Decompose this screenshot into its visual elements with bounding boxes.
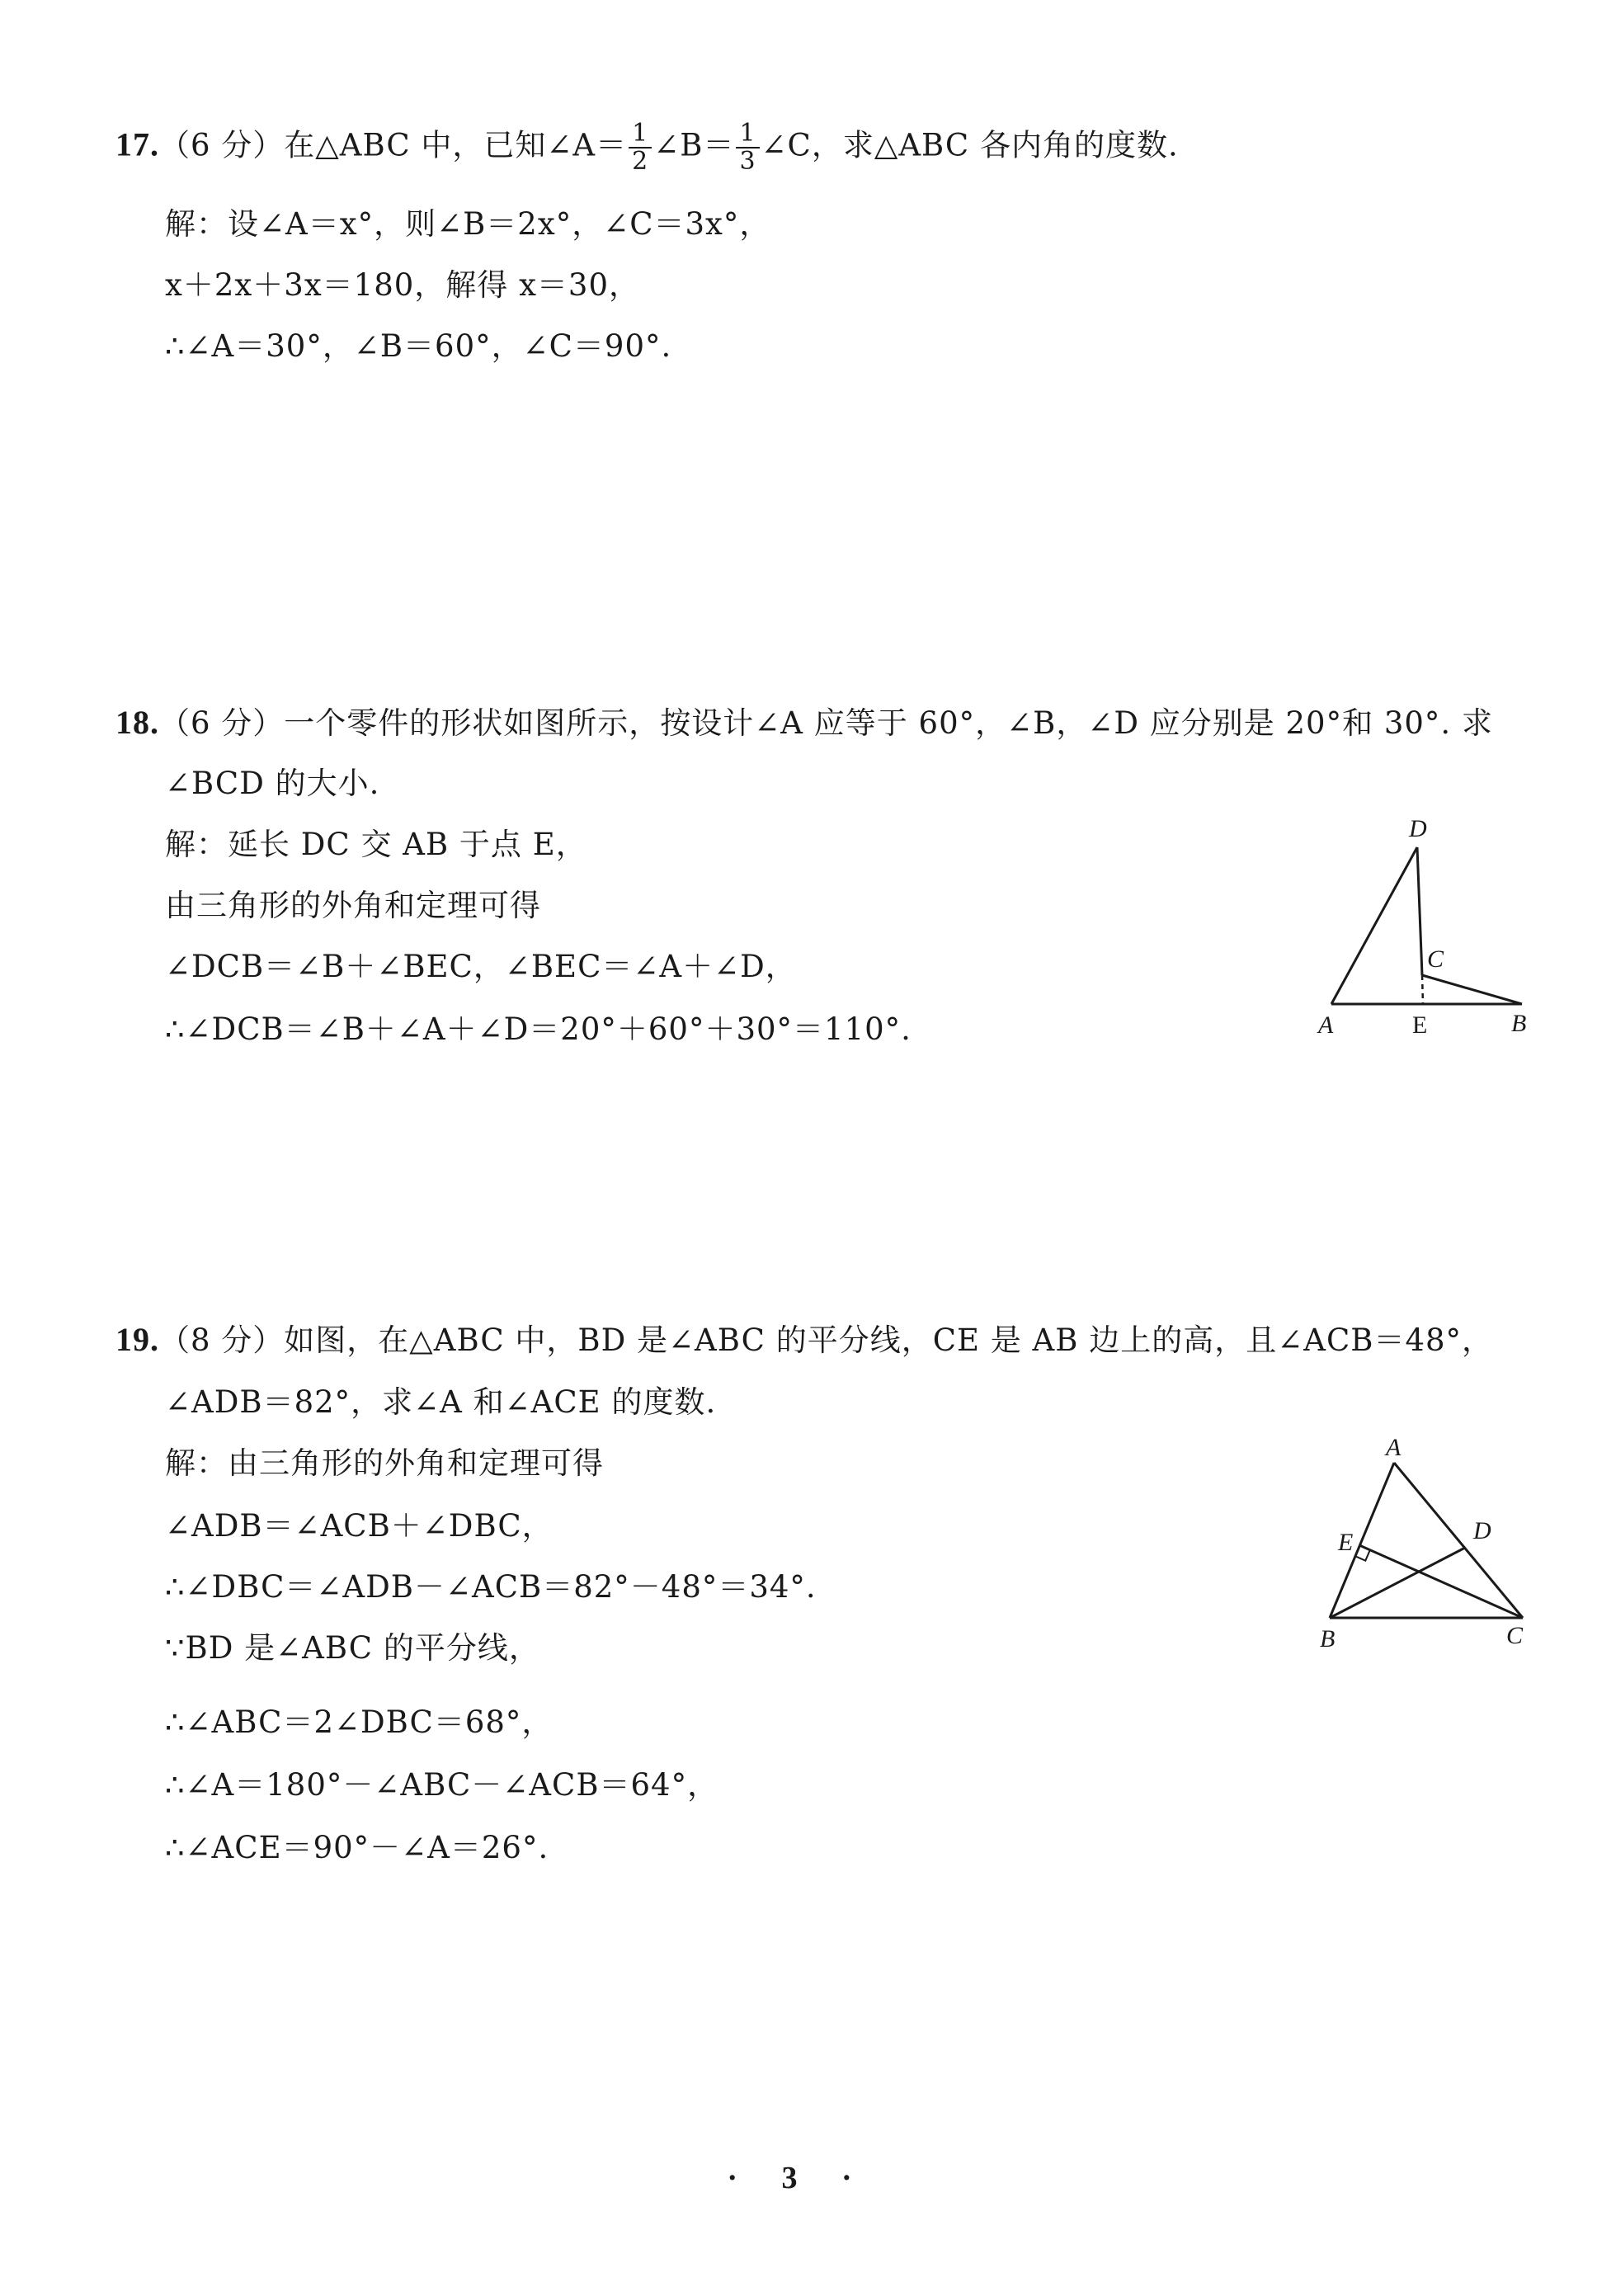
q18-prompt-text: （6 分）一个零件的形状如图所示，按设计∠A 应等于 60°，∠B，∠D 应分别是 20°和 30°. 求 [159,705,1493,741]
q19-label-a: A [1386,1434,1401,1461]
q17-prompt-part-c: ∠C，求△ABC 各内角的度数. [761,127,1179,163]
q19-segment-ac [1394,1463,1523,1618]
page-number: · 3 · [727,2161,870,2195]
q18-extension-ce [1422,975,1423,1004]
q19-solution-line: ∵BD 是∠ABC 的平分线， [165,1630,540,1666]
q19-solution-line: ∴∠A＝180°－∠ABC－∠ACB＝64°， [165,1767,719,1803]
q17-fraction-half-numerator: 1 [629,120,652,149]
q19-solution-line: ∴∠DBC＝∠ADB－∠ACB＝82°－48°＝34°. [165,1569,817,1605]
q17-fraction-third [736,120,759,175]
q18-solution-line: ∴∠DCB＝∠B＋∠A＋∠D＝20°＋60°＋30°＝110°. [165,1011,912,1047]
q17-prompt-part-a: （6 分）在△ABC 中，已知∠A＝ [159,127,628,163]
q19-solution-line: ∴∠ACE＝90°－∠A＝26°. [165,1830,549,1865]
q19-label-d: D [1473,1517,1491,1544]
q17-solution-line: ∴∠A＝30°，∠B＝60°，∠C＝90°. [165,328,672,364]
q17-fraction-half-denominator: 2 [632,147,649,176]
q17-solution-line: 解：设∠A＝x°，则∠B＝2x°，∠C＝3x°， [165,206,771,242]
q17-prompt-part-b: ∠B＝ [653,127,735,163]
q18-label-a: A [1318,1011,1334,1039]
q18-label-b: B [1511,1010,1527,1037]
q19-prompt-line2: ∠ADB＝82°，求∠A 和∠ACE 的度数. [165,1384,717,1420]
q18-prompt-line2: ∠BCD 的大小. [165,766,380,801]
q17-fraction-third-numerator: 1 [736,120,759,149]
q18-segment-ad [1331,847,1417,1004]
q17-solution-line: x＋2x＋3x＝180，解得 x＝30， [165,267,641,303]
q18-segment-dc [1417,847,1422,975]
q19-prompt-line1 [115,1317,1493,1364]
q19-solution-line: ∴∠ABC＝2∠DBC＝68°， [165,1704,554,1740]
q19-label-c: C [1506,1622,1524,1649]
q17-fraction-third-denominator: 3 [739,147,756,176]
q18-segment-cb [1422,975,1522,1004]
q19-label-e: E [1338,1529,1354,1556]
q19-triangle-figure [1303,1436,1551,1658]
q19-prompt-text: （8 分）如图，在△ABC 中，BD 是∠ABC 的平分线，CE 是 AB 边上的高，且∠ACB＝48°， [159,1322,1494,1358]
q18-part-figure [1303,817,1543,1048]
q18-solution-line: 解：延长 DC 交 AB 于点 E， [165,827,587,862]
q17-prompt [115,120,1179,175]
q18-label-e: E [1412,1011,1428,1039]
q19-solution-line: 解：由三角形的外角和定理可得 [165,1445,604,1481]
q19-solution-line: ∠ADB＝∠ACB＋∠DBC， [165,1508,554,1544]
q18-label-d: D [1409,815,1427,842]
q18-solution-line: 由三角形的外角和定理可得 [165,888,541,923]
q17-number: 17. [115,125,159,163]
q18-prompt-line1 [115,700,1493,747]
q19-number: 19. [115,1321,159,1358]
q19-label-b: B [1320,1625,1336,1652]
q18-solution-line: ∠DCB＝∠B＋∠BEC，∠BEC＝∠A＋∠D， [165,949,797,984]
q18-number: 18. [115,704,159,741]
q19-altitude-ce [1359,1545,1523,1618]
q18-label-c: C [1427,945,1444,973]
q17-fraction-half [629,120,652,175]
